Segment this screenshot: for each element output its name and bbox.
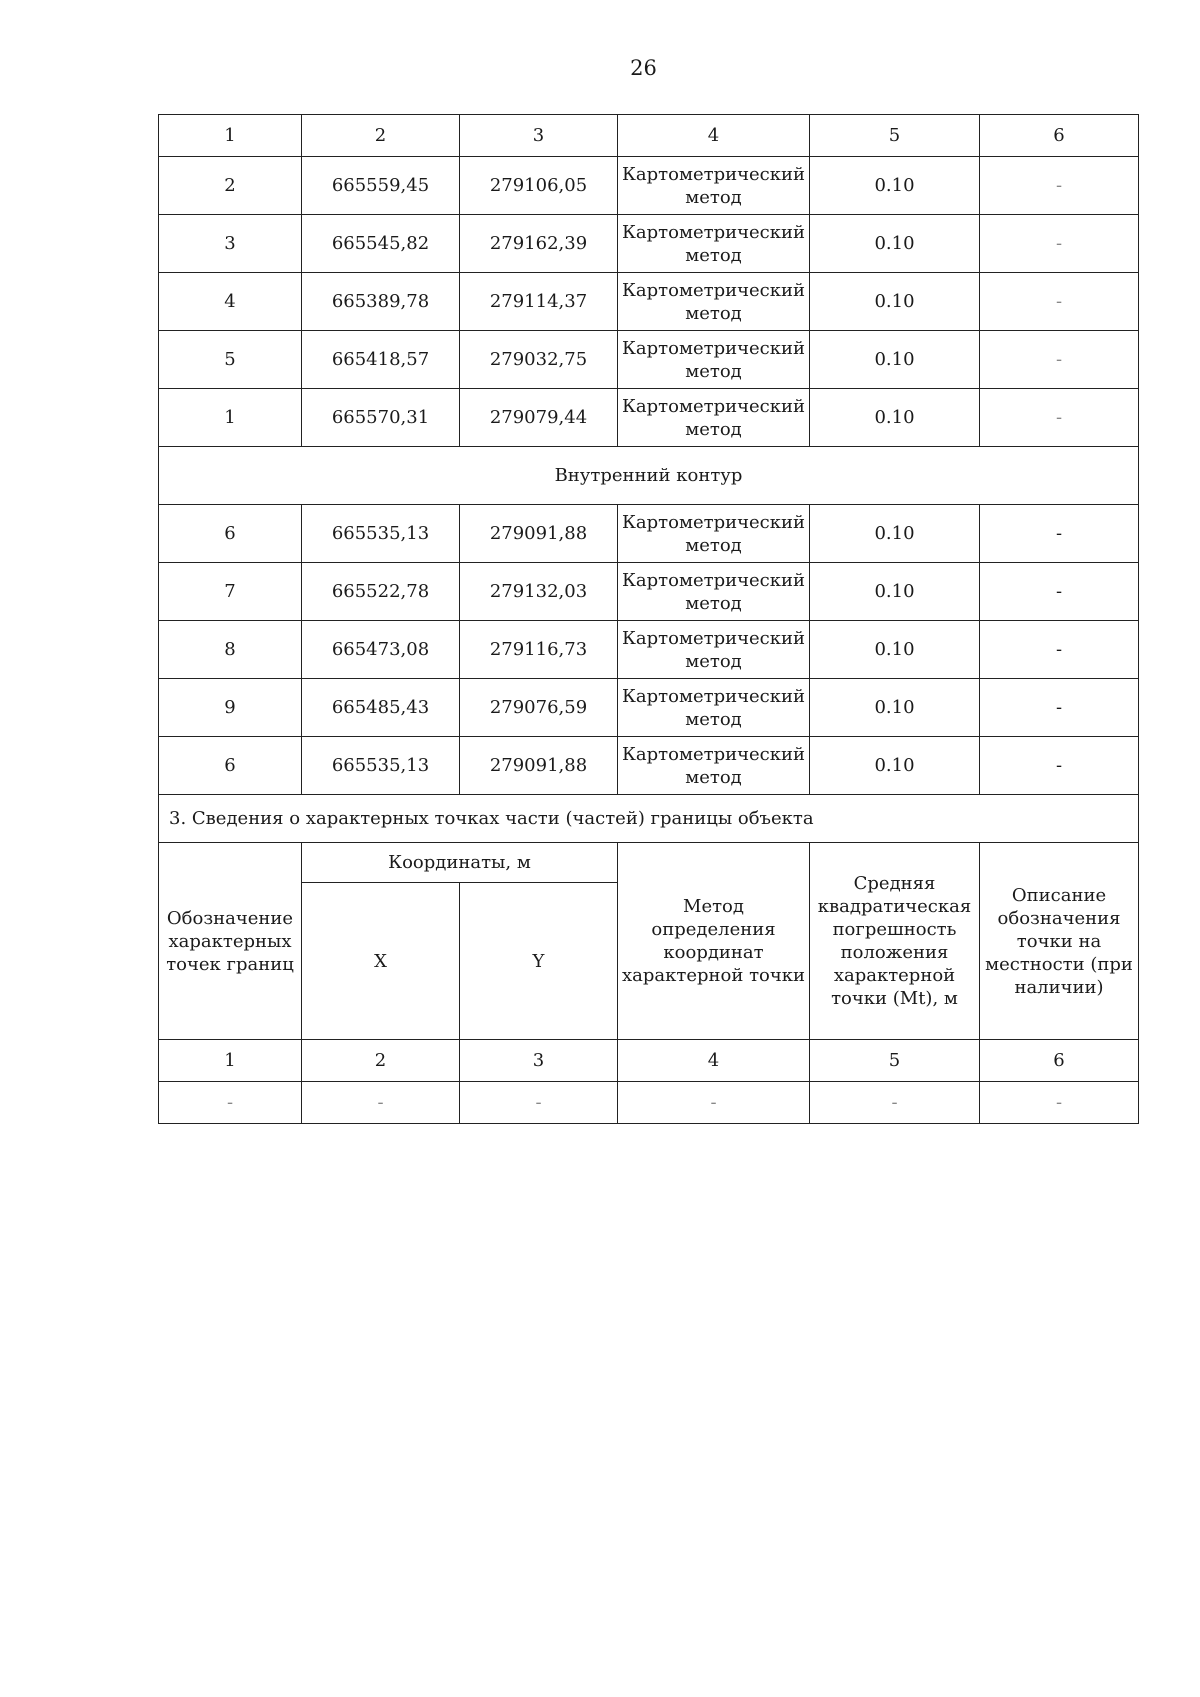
table-cell: 279132,03 bbox=[460, 563, 618, 621]
table-cell: Картометрический метод bbox=[618, 273, 810, 331]
table-cell: 3 bbox=[159, 215, 302, 273]
column-number: 2 bbox=[302, 115, 460, 157]
table-cell: 665473,08 bbox=[302, 621, 460, 679]
table-cell: 279162,39 bbox=[460, 215, 618, 273]
header-x: X bbox=[302, 883, 460, 1040]
section3-column-number-row bbox=[159, 1040, 1139, 1082]
table-cell: 0.10 bbox=[810, 331, 980, 389]
table-cell: 279114,37 bbox=[460, 273, 618, 331]
inner-contour-title-row bbox=[159, 447, 1139, 505]
table-cell: 279032,75 bbox=[460, 331, 618, 389]
column-number: 4 bbox=[618, 115, 810, 157]
table-cell: Картометрический метод bbox=[618, 215, 810, 273]
column-number: 5 bbox=[810, 115, 980, 157]
table-cell: Картометрический метод bbox=[618, 737, 810, 795]
table-cell: 665570,31 bbox=[302, 389, 460, 447]
table-cell: 7 bbox=[159, 563, 302, 621]
table-cell: - bbox=[980, 273, 1139, 331]
table-cell: 665485,43 bbox=[302, 679, 460, 737]
table-cell: 665418,57 bbox=[302, 331, 460, 389]
table-cell: - bbox=[159, 1082, 302, 1124]
table-cell: Картометрический метод bbox=[618, 621, 810, 679]
column-number: 3 bbox=[460, 115, 618, 157]
table-cell: - bbox=[980, 331, 1139, 389]
table-cell: 665545,82 bbox=[302, 215, 460, 273]
table-cell: - bbox=[302, 1082, 460, 1124]
table-row bbox=[159, 679, 1139, 737]
table-cell: 1 bbox=[159, 389, 302, 447]
boundary-points-table bbox=[158, 114, 1139, 1124]
column-number: 5 bbox=[810, 1040, 980, 1082]
table-cell: 6 bbox=[159, 505, 302, 563]
table-cell: - bbox=[980, 157, 1139, 215]
table-cell: - bbox=[618, 1082, 810, 1124]
table-cell: - bbox=[980, 215, 1139, 273]
page-number: 26 bbox=[630, 56, 657, 80]
table-cell: - bbox=[980, 737, 1139, 795]
table-cell: - bbox=[980, 621, 1139, 679]
table-cell: 279091,88 bbox=[460, 737, 618, 795]
table-cell: - bbox=[980, 505, 1139, 563]
table-cell: 2 bbox=[159, 157, 302, 215]
table-cell: 279076,59 bbox=[460, 679, 618, 737]
table-cell: 0.10 bbox=[810, 505, 980, 563]
column-number: 1 bbox=[159, 115, 302, 157]
header-coordinates: Координаты, м bbox=[302, 843, 618, 883]
table-cell: 6 bbox=[159, 737, 302, 795]
table-cell: - bbox=[980, 389, 1139, 447]
table-cell: Картометрический метод bbox=[618, 563, 810, 621]
table-cell: 0.10 bbox=[810, 563, 980, 621]
table-cell: 0.10 bbox=[810, 273, 980, 331]
table-row bbox=[159, 273, 1139, 331]
table-cell: 665389,78 bbox=[302, 273, 460, 331]
header-mean-error: Средняя квадратическая погрешность положения характерной точки (Mt), м bbox=[810, 843, 980, 1040]
column-number: 6 bbox=[980, 115, 1139, 157]
section3-title-row bbox=[159, 795, 1139, 843]
table-cell: Картометрический метод bbox=[618, 389, 810, 447]
table-cell: 0.10 bbox=[810, 157, 980, 215]
table-row bbox=[159, 505, 1139, 563]
table-cell: 279079,44 bbox=[460, 389, 618, 447]
column-number: 6 bbox=[980, 1040, 1139, 1082]
table-cell: 5 bbox=[159, 331, 302, 389]
table-cell: - bbox=[460, 1082, 618, 1124]
table-row bbox=[159, 737, 1139, 795]
table-cell: 0.10 bbox=[810, 737, 980, 795]
table-cell: 9 bbox=[159, 679, 302, 737]
table-cell: 0.10 bbox=[810, 389, 980, 447]
header-description: Описание обозначения точки на местности (при наличии) bbox=[980, 843, 1139, 1040]
table-cell: 665535,13 bbox=[302, 737, 460, 795]
column-number: 4 bbox=[618, 1040, 810, 1082]
column-number: 2 bbox=[302, 1040, 460, 1082]
table-row bbox=[159, 621, 1139, 679]
inner-contour-title: Внутренний контур bbox=[159, 447, 1139, 505]
table-cell: 0.10 bbox=[810, 621, 980, 679]
table-row bbox=[159, 331, 1139, 389]
table-cell: Картометрический метод bbox=[618, 679, 810, 737]
table-cell: - bbox=[980, 679, 1139, 737]
table-cell: 0.10 bbox=[810, 215, 980, 273]
table-cell: Картометрический метод bbox=[618, 331, 810, 389]
table-cell: - bbox=[980, 563, 1139, 621]
column-number-row bbox=[159, 115, 1139, 157]
section3-title: 3. Сведения о характерных точках части (частей) границы объекта bbox=[159, 795, 1139, 843]
column-number: 3 bbox=[460, 1040, 618, 1082]
table-cell: 665559,45 bbox=[302, 157, 460, 215]
table-cell: Картометрический метод bbox=[618, 157, 810, 215]
table-cell: Картометрический метод bbox=[618, 505, 810, 563]
table-cell: - bbox=[980, 1082, 1139, 1124]
section3-header-row-1 bbox=[159, 843, 1139, 883]
table-row bbox=[159, 1082, 1139, 1124]
table-cell: 4 bbox=[159, 273, 302, 331]
column-number: 1 bbox=[159, 1040, 302, 1082]
header-y: Y bbox=[460, 883, 618, 1040]
table-row bbox=[159, 563, 1139, 621]
header-point-designation: Обозначение характерных точек границ bbox=[159, 843, 302, 1040]
table-cell: 665522,78 bbox=[302, 563, 460, 621]
table-row bbox=[159, 157, 1139, 215]
table-cell: - bbox=[810, 1082, 980, 1124]
table-cell: 279106,05 bbox=[460, 157, 618, 215]
header-method: Метод определения координат характерной точки bbox=[618, 843, 810, 1040]
table-cell: 0.10 bbox=[810, 679, 980, 737]
table-row bbox=[159, 389, 1139, 447]
table-cell: 279116,73 bbox=[460, 621, 618, 679]
table-cell: 665535,13 bbox=[302, 505, 460, 563]
table-row bbox=[159, 215, 1139, 273]
table-cell: 279091,88 bbox=[460, 505, 618, 563]
table-cell: 8 bbox=[159, 621, 302, 679]
